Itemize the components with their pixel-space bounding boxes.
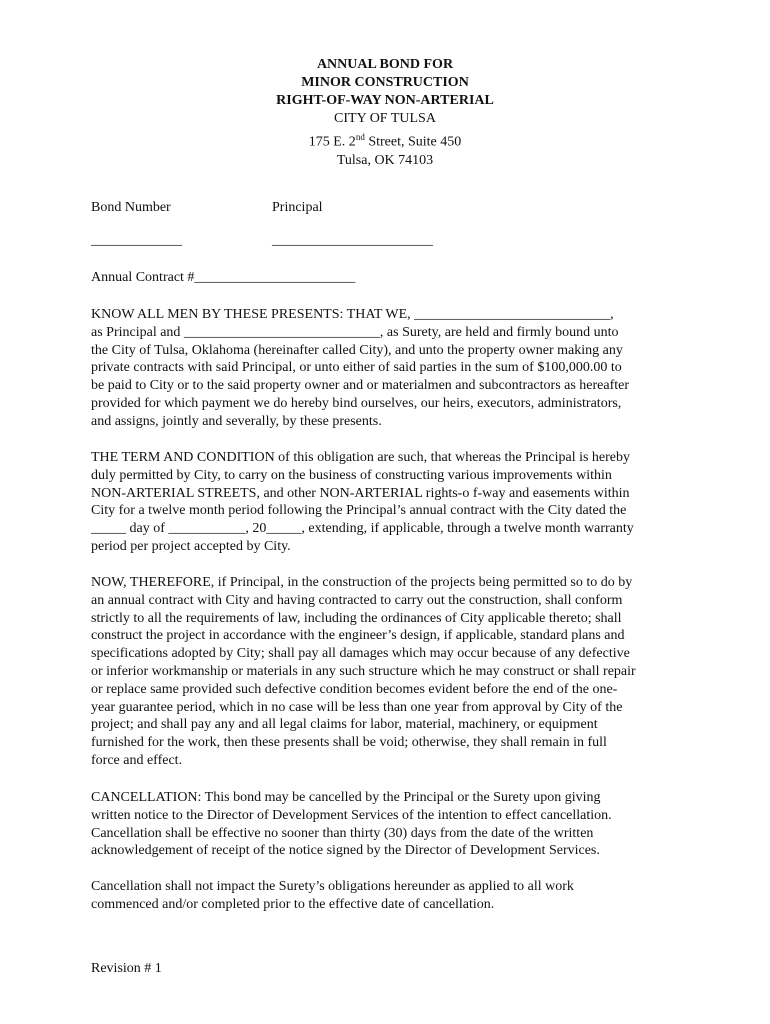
- paragraph-line: project; and shall pay any and all legal claims for labor, material, machinery, or equipment: [91, 717, 598, 733]
- paragraph-line: NON-ARTERIAL STREETS, and other NON-ARTERIAL rights-o f-way and easements within: [91, 485, 630, 501]
- paragraph-line: force and effect.: [91, 752, 183, 768]
- city-state-zip: Tulsa, OK 74103: [336, 152, 434, 168]
- paragraph-cancellation-impact: [91, 878, 691, 914]
- paragraph-now-therefore: [91, 574, 691, 770]
- paragraph-line: furnished for the work, then these presents shall be void; otherwise, they shall remain in full: [91, 735, 607, 751]
- paragraph-line: duly permitted by City, to carry on the business of constructing various improvements within: [91, 467, 612, 483]
- street-address-ordinal: nd: [355, 132, 365, 142]
- paragraph-line: NOW, THEREFORE, if Principal, in the construction of the projects being permitted so to do by: [91, 575, 633, 590]
- street-address: [0, 128, 770, 152]
- paragraph-line: year guarantee period, which in no case will be less than one year from approval by City of the: [91, 699, 623, 715]
- paragraph-line: private contracts with said Principal, or unto either of said parties in the sum of $100,000.00 to: [91, 360, 622, 376]
- revision-number: Revision # 1: [91, 961, 162, 976]
- paragraph-line: and assigns, jointly and severally, by these presents.: [91, 413, 382, 429]
- document-header: [0, 56, 770, 170]
- paragraph-line: construct the project in accordance with the engineer’s design, if applicable, standard plans and: [91, 628, 625, 644]
- title-line-3: RIGHT-OF-WAY NON-ARTERIAL: [276, 93, 494, 108]
- paragraph-line: be paid to City or to the said property owner and or materialmen and subcontractors as hereafter: [91, 378, 630, 394]
- paragraph-line: as Principal and ____________________________, as Surety, are held and firmly bound unto: [91, 324, 619, 340]
- bond-number-label: Bond Number: [91, 200, 171, 215]
- paragraph-line: KNOW ALL MEN BY THESE PRESENTS: THAT WE, ____________________________,: [91, 307, 614, 322]
- paragraph-line: acknowledgement of receipt of the notice signed by the Director of Development Services.: [91, 843, 600, 859]
- paragraph-line: or replace same provided such defective condition becomes evident before the end of the one-: [91, 681, 618, 697]
- bond-number-field[interactable]: _____________: [91, 233, 182, 248]
- paragraph-line: THE TERM AND CONDITION of this obligation are such, that whereas the Principal is hereby: [91, 450, 631, 465]
- paragraph-line: provided for which payment we do hereby bind ourselves, our heirs, executors, administrators,: [91, 395, 622, 411]
- paragraph-line: _____ day of ___________, 20_____, extending, if applicable, through a twelve month warranty: [91, 521, 634, 537]
- title-line-2: MINOR CONSTRUCTION: [301, 75, 469, 90]
- paragraph-line: an annual contract with City and having contracted to carry out the construction, shall conform: [91, 592, 623, 608]
- paragraph-line: strictly to all the requirements of law, including the ordinances of City applicable thereto; shall: [91, 610, 622, 626]
- paragraph-line: City for a twelve month period following the Principal’s annual contract with the City dated the: [91, 503, 627, 519]
- principal-field[interactable]: _______________________: [272, 233, 433, 248]
- paragraph-line: CANCELLATION: This bond may be cancelled by the Principal or the Surety upon giving: [91, 790, 601, 805]
- principal-label: Principal: [272, 200, 323, 215]
- paragraph-line: specifications adopted by City; shall pay all damages which may occur because of any defective: [91, 646, 630, 662]
- paragraph-line: Cancellation shall not impact the Surety’s obligations hereunder as applied to all work: [91, 879, 574, 894]
- city-name: CITY OF TULSA: [334, 111, 436, 126]
- street-address-rest: Street, Suite 450: [364, 134, 462, 150]
- paragraph-term-condition: [91, 449, 691, 556]
- title-line-1: ANNUAL BOND FOR: [316, 57, 454, 72]
- paragraph-cancellation: [91, 789, 691, 860]
- paragraph-line: or inferior workmanship or materials in any such structure which he may construct or shall repair: [91, 663, 636, 679]
- paragraph-line: period per project accepted by City.: [91, 538, 291, 554]
- paragraph-line: written notice to the Director of Development Services of the intention to effect cancellation.: [91, 807, 612, 823]
- annual-contract-field[interactable]: Annual Contract #_______________________: [91, 270, 356, 285]
- street-address-number: 175 E. 2: [308, 134, 356, 150]
- paragraph-line: the City of Tulsa, Oklahoma (hereinafter called City), and unto the property owner making any: [91, 342, 623, 358]
- paragraph-line: commenced and/or completed prior to the effective date of cancellation.: [91, 896, 495, 912]
- paragraph-know-all-men: [91, 306, 691, 431]
- paragraph-line: Cancellation shall be effective no sooner than thirty (30) days from the date of the written: [91, 825, 594, 841]
